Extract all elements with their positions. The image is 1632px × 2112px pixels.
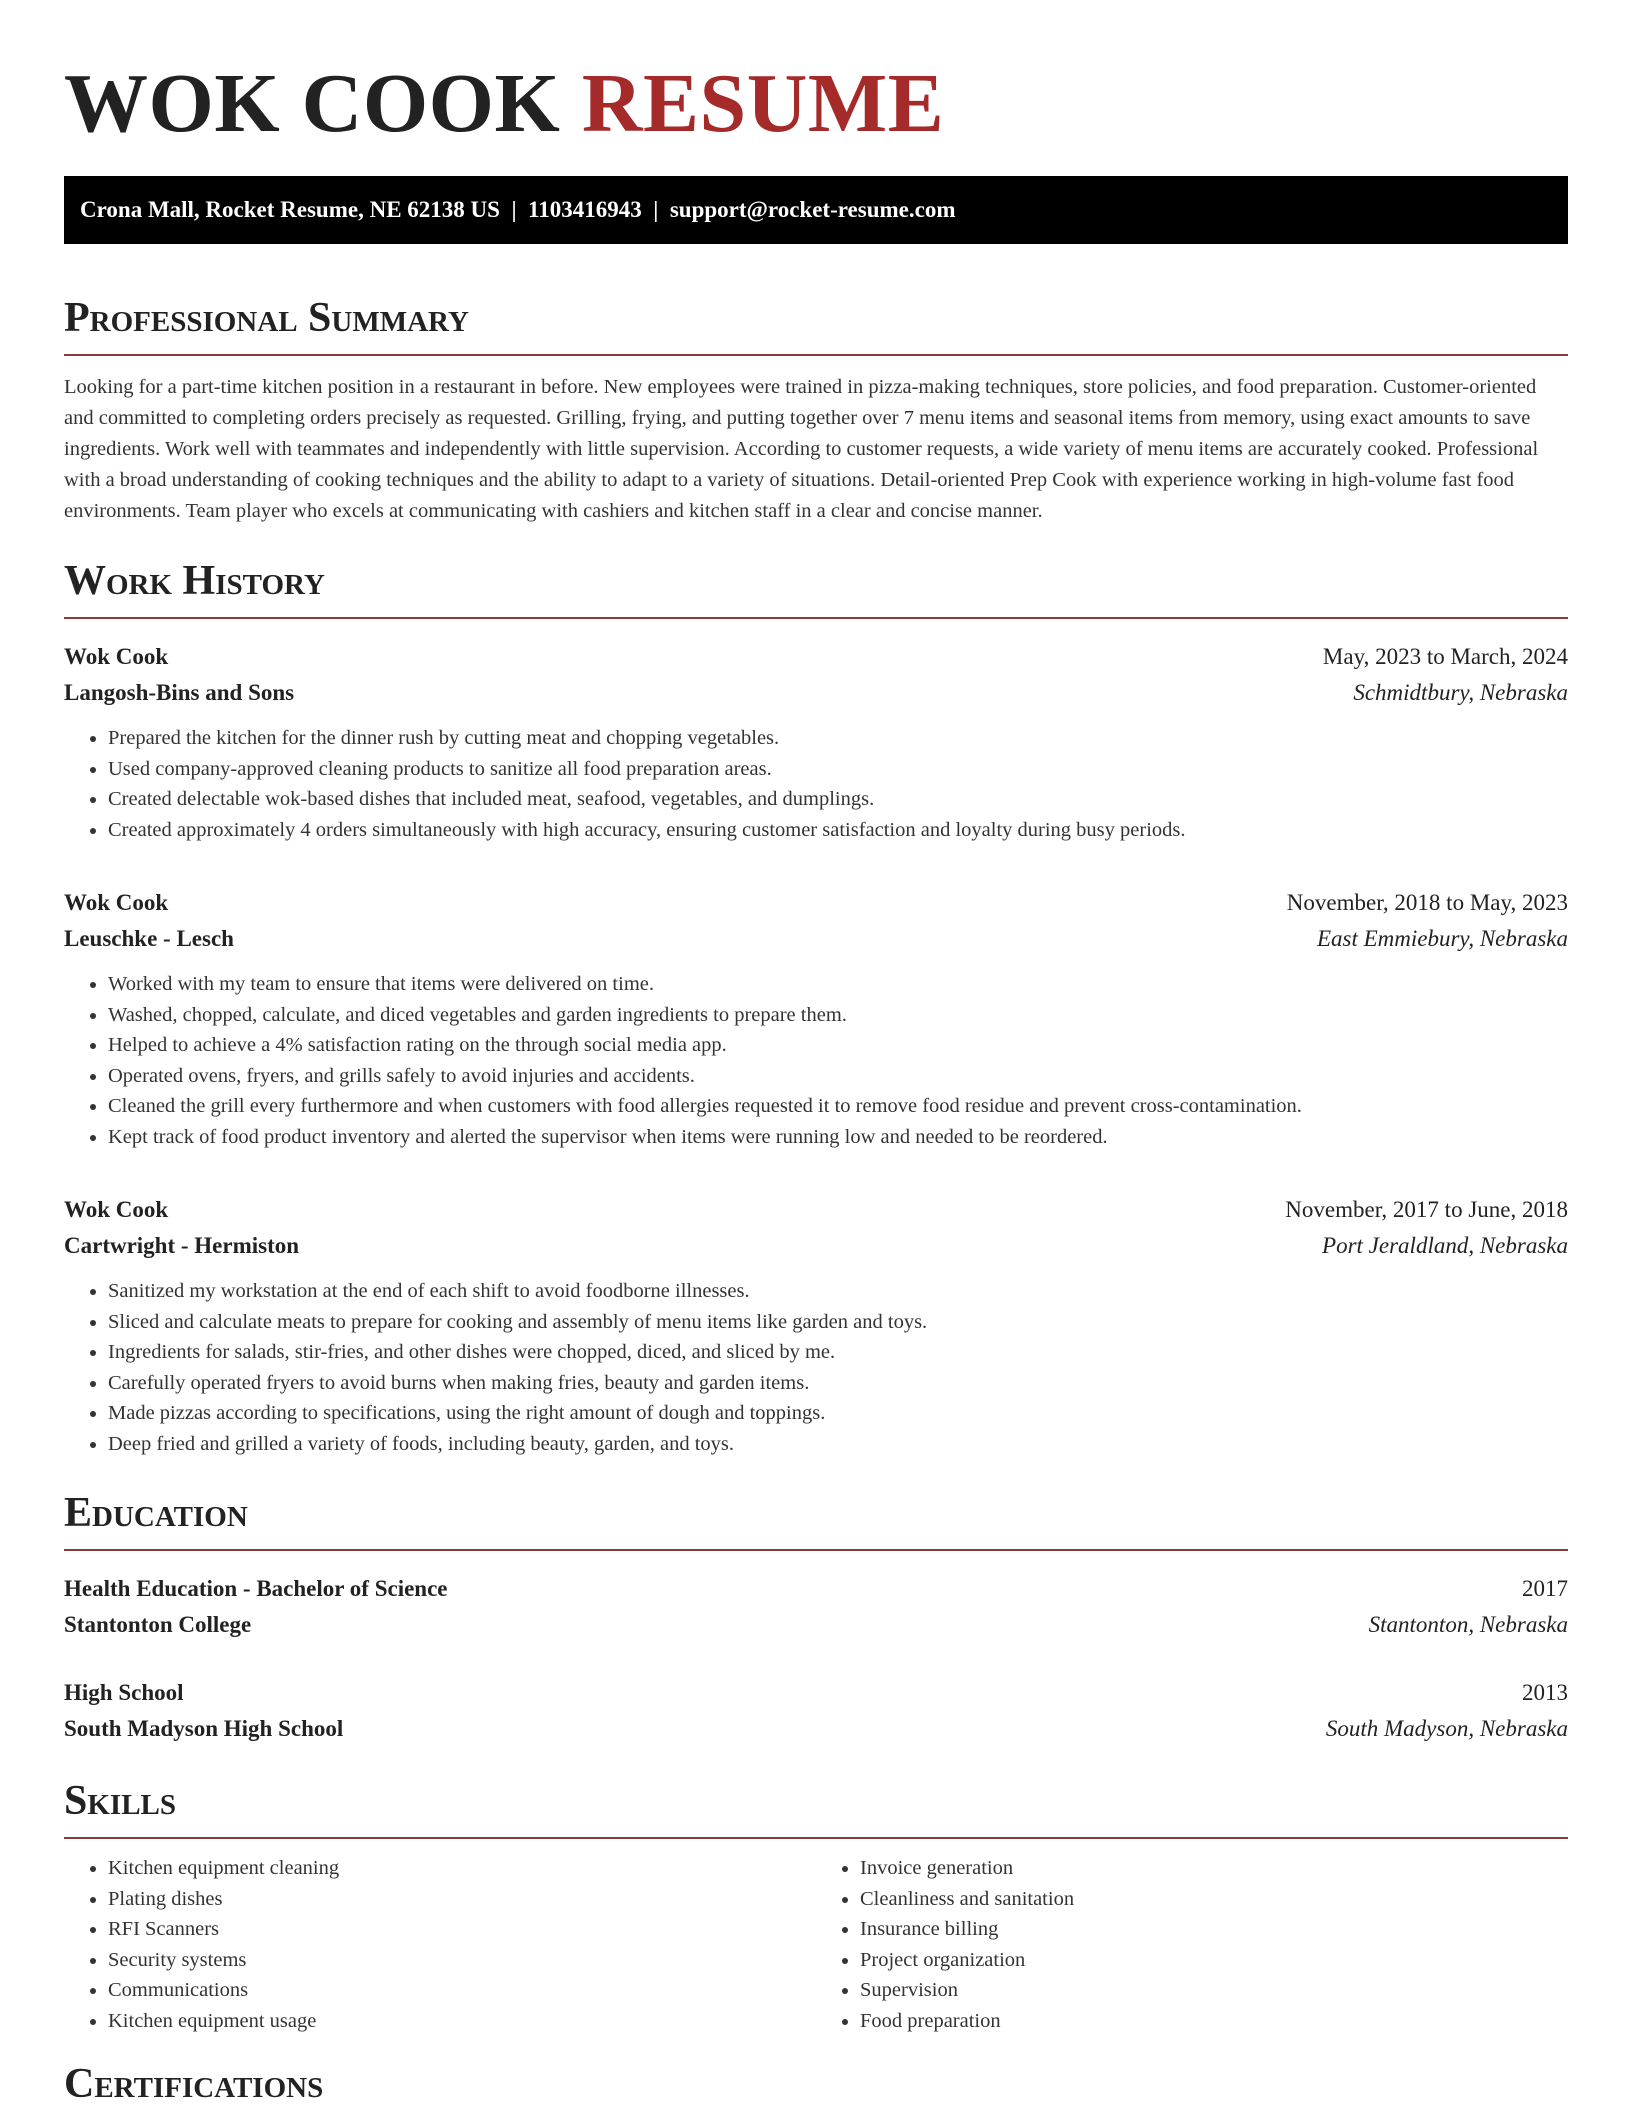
section-title-certifications: Certifications <box>64 2061 324 2107</box>
education-degree: High School <box>64 1680 184 1705</box>
job-header-row <box>64 1192 1568 1228</box>
job-bullet: • Washed, chopped, calculate, and diced vegetables and garden ingredients to prepare them. <box>108 1000 1568 1031</box>
job-bullets <box>64 969 1568 1152</box>
job-bullets <box>64 1276 1568 1459</box>
section-divider <box>64 1837 1568 1839</box>
skill-item: • Project organization <box>860 1945 1568 1976</box>
job-bullet: • Used company-approved cleaning products to sanitize all food preparation areas. <box>108 754 1568 785</box>
job-dates: November, 2018 to May, 2023 <box>1286 890 1568 915</box>
job-location: East Emmiebury, Nebraska <box>1316 926 1568 951</box>
job-bullet: • Created approximately 4 orders simultaneously with high accuracy, ensuring customer satisfaction and loyalty during busy periods. <box>108 815 1568 846</box>
job-bullet: • Carefully operated fryers to avoid burns when making fries, beauty and garden items. <box>108 1368 1568 1399</box>
job-entry <box>64 639 1568 845</box>
job-location: Schmidtbury, Nebraska <box>1353 680 1568 705</box>
job-dates: May, 2023 to March, 2024 <box>1322 644 1568 669</box>
skill-item: • Cleanliness and sanitation <box>860 1884 1568 1915</box>
skill-item: • Insurance billing <box>860 1914 1568 1945</box>
section-title-summary: Professional Summary <box>64 295 469 341</box>
skill-item: • Invoice generation <box>860 1853 1568 1884</box>
contact-address: Crona Mall, Rocket Resume, NE 62138 US <box>80 197 500 222</box>
contact-email: support@rocket-resume.com <box>669 197 956 222</box>
education-location: South Madyson, Nebraska <box>1325 1716 1568 1741</box>
job-bullet: • Cleaned the grill every furthermore and when customers with food allergies requested it to remove food residue and prevent cross-contamination. <box>108 1091 1568 1122</box>
section-title-skills: Skills <box>64 1778 177 1824</box>
contact-separator: | <box>641 197 670 222</box>
education-header-row <box>64 1675 1568 1711</box>
skill-item: • Kitchen equipment cleaning <box>108 1853 816 1884</box>
job-title: Wok Cook <box>64 1197 169 1222</box>
job-header-row <box>64 885 1568 921</box>
job-company-row <box>64 1228 1568 1264</box>
job-bullet: • Sanitized my workstation at the end of each shift to avoid foodborne illnesses. <box>108 1276 1568 1307</box>
skill-item: • Plating dishes <box>108 1884 816 1915</box>
education-school: Stantonton College <box>64 1612 252 1637</box>
education-year: 2017 <box>1522 1576 1568 1601</box>
education-school: South Madyson High School <box>64 1716 344 1741</box>
title-main: WOK COOK <box>64 57 561 150</box>
job-entry <box>64 1192 1568 1459</box>
section-title-work-history: Work History <box>64 558 325 604</box>
job-bullet: • Sliced and calculate meats to prepare for cooking and assembly of menu items like garden and toys. <box>108 1307 1568 1338</box>
job-bullet: • Created delectable wok-based dishes that included meat, seafood, vegetables, and dumplings. <box>108 784 1568 815</box>
skill-item: • Security systems <box>108 1945 816 1976</box>
section-divider <box>64 354 1568 356</box>
job-company-row <box>64 675 1568 711</box>
job-bullet: • Worked with my team to ensure that items were delivered on time. <box>108 969 1568 1000</box>
job-company: Langosh-Bins and Sons <box>64 680 295 705</box>
summary-text: Looking for a part-time kitchen position in a restaurant in before. New employees were trained in pizza-making techniques, store policies, and food preparation. Customer-oriented and committed to completing orders precisely as requested. Grilling, frying, and putting together over 7 menu items and seasonal items from memory, using exact amounts to save ingredients. Work well with teammates and independently with little supervision. According to customer requests, a wide variety of menu items are accurately cooked. Professional with a broad understanding of cooking techniques and the ability to adapt to a variety of situations. Detail-oriented Prep Cook with experience working in high-volume fast food environments. Team player who excels at communicating with cashiers and kitchen staff in a clear and concise manner. <box>64 376 1539 522</box>
skill-item: • Communications <box>108 1975 816 2006</box>
skills-grid <box>64 1853 1568 2036</box>
contact-bar <box>64 176 1568 244</box>
job-bullet: • Prepared the kitchen for the dinner rush by cutting meat and chopping vegetables. <box>108 723 1568 754</box>
job-entry <box>64 885 1568 1152</box>
education-year: 2013 <box>1522 1680 1568 1705</box>
skills-column-right <box>816 1853 1568 2036</box>
section-divider <box>64 617 1568 619</box>
section-divider <box>64 1549 1568 1551</box>
skill-item: • Food preparation <box>860 2006 1568 2037</box>
job-bullet: • Operated ovens, fryers, and grills safely to avoid injuries and accidents. <box>108 1061 1568 1092</box>
resume-content <box>64 56 1568 2110</box>
contact-phone: 1103416943 <box>528 197 642 222</box>
education-school-row <box>64 1711 1568 1747</box>
job-company-row <box>64 921 1568 957</box>
education-entry <box>64 1675 1568 1747</box>
job-bullet: • Kept track of food product inventory and alerted the supervisor when items were running low and needed to be reordered. <box>108 1122 1568 1153</box>
job-bullet: • Made pizzas according to specifications, using the right amount of dough and toppings. <box>108 1398 1568 1429</box>
job-title: Wok Cook <box>64 890 169 915</box>
skill-item: • Kitchen equipment usage <box>108 2006 816 2037</box>
education-header-row <box>64 1571 1568 1607</box>
job-company: Leuschke - Lesch <box>64 926 234 951</box>
title-accent: RESUME <box>581 57 945 150</box>
education-school-row <box>64 1607 1568 1643</box>
job-company: Cartwright - Hermiston <box>64 1233 300 1258</box>
contact-separator: | <box>499 197 529 222</box>
job-dates: November, 2017 to June, 2018 <box>1285 1197 1568 1222</box>
job-bullets <box>64 723 1568 845</box>
job-bullet: • Deep fried and grilled a variety of foods, including beauty, garden, and toys. <box>108 1429 1568 1460</box>
job-bullet: • Helped to achieve a 4% satisfaction rating on the through social media app. <box>108 1030 1568 1061</box>
job-bullet: • Ingredients for salads, stir-fries, and other dishes were chopped, diced, and sliced by me. <box>108 1337 1568 1368</box>
job-title: Wok Cook <box>64 644 169 669</box>
skills-column-left <box>64 1853 816 2036</box>
education-entry <box>64 1571 1568 1643</box>
job-location: Port Jeraldland, Nebraska <box>1322 1233 1568 1258</box>
education-degree: Health Education - Bachelor of Science <box>64 1576 448 1601</box>
education-location: Stantonton, Nebraska <box>1368 1612 1568 1637</box>
section-title-education: Education <box>64 1490 248 1536</box>
skill-item: • RFI Scanners <box>108 1914 816 1945</box>
resume-title <box>64 56 1568 152</box>
job-header-row <box>64 639 1568 675</box>
skill-item: • Supervision <box>860 1975 1568 2006</box>
